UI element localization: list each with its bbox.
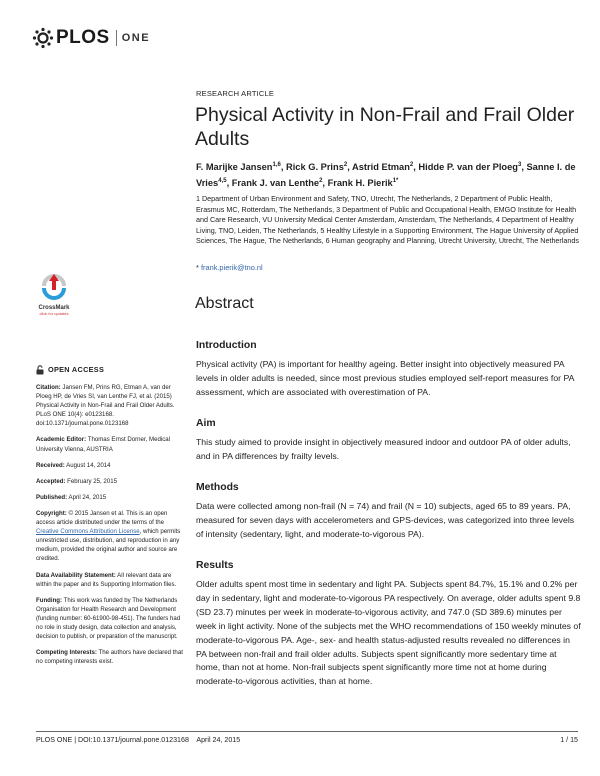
crossmark-label: CrossMark [38, 305, 70, 311]
logo-divider [116, 30, 117, 46]
accepted-block: Accepted: February 25, 2015 [36, 477, 117, 485]
correspondence-marker: * [196, 263, 199, 272]
correspondence [196, 263, 263, 272]
section-heading: Introduction [196, 340, 257, 351]
section-text: Older adults spent most time in sedentary and light PA. Subjects spent 84.7%, 15.1% and 0.2% per day in sedentary, light and moderate-to-vigorous PA respectively. On average, older adults spent 9.8 (SD 23.7) minutes per week in moderate-to-vigorous activity, and 747.0 (SD 389.6) minutes per week in light activity. None of the subjects met the WHO recommendations of 150 weekly minutes of moderate-to-vigorous PA. Age-, sex- and health status-adjusted results revealed no differences in PA between non-frail and frail older adults. Subjects spent significantly more sedentary time at home, than not at home. Non-frail subjects spent significantly more time not at home during moderate-to-vigorous activities, than at home. [196, 579, 581, 687]
author-list: F. Marijke Jansen$^{1,6}$, Rick G. Prins$^2$, Astrid Etman$^2$, Hidde P. van der Ploeg$^3$, Sanne I. de Vries$^{4,5}$, Frank J. van Lenthe$^2$, Frank H. Pierik$^{1*}$ [196, 162, 576, 189]
data-availability-block: Data Availability Statement: All relevant data are within the paper and its Supporting Information files. [36, 571, 177, 588]
journal-subname: ONE [121, 32, 151, 44]
published-block: Published: April 24, 2015 [36, 493, 107, 501]
plos-dots-icon [32, 27, 54, 49]
section-text: Data were collected among non-frail (N = 74) and frail (N = 10) subjects, aged 65 to 89 years. PA, measured for seven days with accelerometers and GPS-devices, was categorized into three levels of intensity (sedentary, light, and moderate-to-vigorous PA). [196, 501, 575, 539]
abstract-heading: Abstract [195, 295, 254, 312]
journal-logo[interactable] [32, 27, 150, 49]
article-info-sidebar [36, 365, 184, 673]
author[interactable]: Rick G. Prins$^2$ [286, 162, 348, 173]
section-text: Physical activity (PA) is important for healthy ageing. Better insight into objectively measured PA levels in older adults is needed, since most previous studies employed self-report measures for PA assessment, which are associated with overestimation of PA. [196, 359, 574, 397]
affiliations: 1 Department of Urban Environment and Safety, TNO, Utrecht, The Netherlands, 2 Department of Public Health, Erasmus MC, Rotterdam, The Netherlands, 3 Department of Public and Occupational Health, EMGO Institute for Health and Care Research, VU University Medical Center Amsterdam, Amsterdam, The Netherlands, 4 Department of Healthy Living, TNO, Leiden, The Netherlands, 5 Healthy Lifestyle in a Supporting Environment, The Hague University of Applied Sciences, The Hague, The Netherlands, 6 Human geography and Planning, Utrecht University, Utrecht, The Netherlands [196, 194, 580, 246]
crossmark-badge[interactable] [34, 268, 74, 316]
author[interactable]: Astrid Etman$^2$ [352, 162, 414, 173]
editor-block: Academic Editor: Thomas Ernst Dorner, Medical University Vienna, AUSTRIA [36, 436, 171, 453]
copyright-block: Copyright: © 2015 Jansen et al. This is an open access article distributed under the terms of the Creative Commons Attribution License, which permits unrestricted use, distribution, and reproduction in any medium, provided the original author and source are credited. [36, 509, 181, 563]
author[interactable]: F. Marijke Jansen$^{1,6}$ [196, 162, 281, 173]
citation-block: Citation: Jansen FM, Prins RG, Etman A, van der Ploeg HP, de Vries SI, van Lenthe FJ, et al. (2015) Physical Activity in Non-Frail and Frail Older Adults. PLoS ONE 10(4): e0123168. doi:10.1371/journal.pone.0123168 [36, 384, 175, 428]
author[interactable]: Frank J. van Lenthe$^2$ [231, 178, 323, 189]
journal-name: PLOS [56, 27, 110, 48]
section-heading: Methods [196, 482, 239, 493]
page-footer [36, 731, 578, 744]
section-methods [196, 482, 581, 542]
section-heading: Aim [196, 418, 216, 429]
open-access-label: OPEN ACCESS [48, 365, 105, 375]
article-type: RESEARCH ARTICLE [196, 89, 275, 98]
page-number: 1 / 15 [560, 736, 578, 744]
author[interactable]: Sanne I. de Vries$^{4,5}$ [196, 162, 576, 189]
crossmark-icon [37, 268, 71, 302]
open-lock-icon [36, 365, 44, 375]
section-aim [196, 418, 581, 464]
section-results [196, 560, 581, 689]
section-text: This study aimed to provide insight in objectively measured indoor and outdoor PA of older adults, and in PA differences by frailty levels. [196, 437, 571, 461]
license-link[interactable]: Creative Commons Attribution License [36, 528, 140, 536]
author[interactable]: Hidde P. van der Ploeg$^3$ [418, 162, 522, 173]
article-title: Physical Activity in Non-Frail and Frail Older Adults [195, 104, 575, 150]
correspondence-email-link[interactable]: frank.pierik@tno.nl [200, 263, 263, 272]
footer-citation: PLOS ONE | DOI:10.1371/journal.pone.0123168 April 24, 2015 [36, 736, 241, 744]
received-block: Received: August 14, 2014 [36, 461, 111, 469]
open-access-badge [36, 365, 184, 375]
crossmark-sublabel: click for updates [39, 311, 69, 316]
competing-interests-block: Competing Interests: The authors have declared that no competing interests exist. [36, 649, 183, 666]
section-introduction [196, 340, 581, 400]
section-heading: Results [196, 560, 234, 571]
author[interactable]: Frank H. Pierik$^{1*}$ [327, 178, 399, 189]
funding-block: Funding: This work was funded by The Netherlands Organisation for Health Research and Development (funding number: 60-61900-98-451). The funders had no role in study design, data collection and analysis, decision to publish, or preparation of the manuscript. [36, 596, 181, 641]
